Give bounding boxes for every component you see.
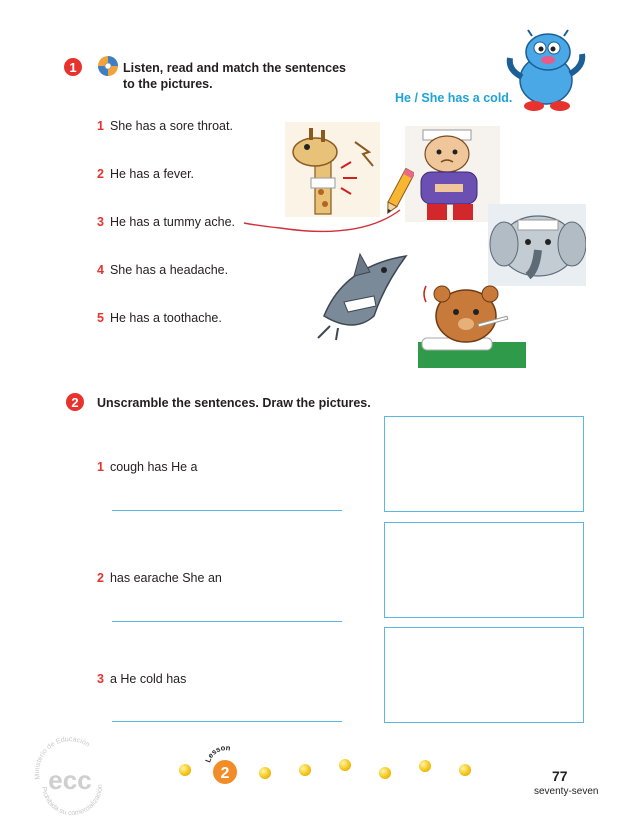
sentence-text: She has a sore throat. — [109, 119, 233, 133]
monster-cold-picture — [498, 22, 593, 114]
item-text: has earache She an — [109, 571, 222, 585]
answer-line-2[interactable] — [112, 621, 342, 622]
instruction-line-2: to the pictures. — [123, 77, 213, 91]
sentence-text: He has a tummy ache. — [109, 215, 236, 229]
drawing-box-1[interactable] — [384, 416, 584, 512]
lesson-badge — [204, 745, 246, 787]
sentence-number: 2 — [97, 167, 104, 181]
audio-cd-icon[interactable] — [97, 55, 119, 77]
scramble-item-3 — [97, 672, 186, 686]
page-number-words: seventy-seven — [534, 786, 599, 797]
item-number: 3 — [97, 672, 104, 686]
exercise-1-badge — [64, 58, 82, 76]
drawing-box-3[interactable] — [384, 627, 584, 723]
example-cold-label: He / She has a cold. — [395, 91, 513, 105]
exercise-1-number: 1 — [69, 59, 77, 75]
exercise-2-number: 2 — [71, 394, 79, 410]
coin-icon — [339, 759, 351, 771]
logo-arc-top-text: Ministerio de Educación — [34, 736, 91, 780]
elephant-picture[interactable] — [488, 204, 586, 286]
answer-line-1[interactable] — [112, 510, 342, 511]
exercise-2-instruction: Unscramble the sentences. Draw the pictures. — [97, 396, 371, 410]
item-number: 1 — [97, 460, 104, 474]
lesson-word: Lesson — [204, 745, 231, 764]
boy-tummy-ache-picture[interactable] — [405, 126, 500, 222]
ministry-logo — [30, 735, 110, 815]
coin-icon — [259, 767, 271, 779]
scramble-item-2 — [97, 571, 222, 585]
item-number: 2 — [97, 571, 104, 585]
drawing-box-2[interactable] — [384, 522, 584, 618]
shark-toothache-picture[interactable] — [314, 246, 416, 342]
exercise-1-instruction — [123, 60, 346, 92]
coin-icon — [459, 764, 471, 776]
item-text: a He cold has — [109, 672, 187, 686]
sentence-number: 3 — [97, 215, 104, 229]
sentence-5 — [97, 311, 222, 325]
match-line — [240, 200, 410, 250]
bear-fever-picture[interactable] — [418, 280, 526, 368]
coin-icon — [299, 764, 311, 776]
sentence-4 — [97, 263, 228, 277]
lesson-number: 2 — [220, 765, 230, 782]
sentence-number: 4 — [97, 263, 104, 277]
scramble-item-1 — [97, 460, 198, 474]
sentence-2 — [97, 167, 194, 181]
coin-icon — [379, 767, 391, 779]
sentence-number: 5 — [97, 311, 104, 325]
coin-icon — [419, 760, 431, 772]
exercise-2-badge — [66, 393, 84, 411]
page-number: 77 — [552, 768, 568, 784]
answer-line-3[interactable] — [112, 721, 342, 722]
sentence-number: 1 — [97, 119, 104, 133]
logo-text: ecc — [48, 765, 92, 795]
coin-icon — [179, 764, 191, 776]
instruction-line-1: Listen, read and match the sentences — [123, 61, 346, 75]
sentence-text: He has a toothache. — [109, 311, 222, 325]
sentence-1 — [97, 119, 233, 133]
item-text: cough has He a — [109, 460, 198, 474]
sentence-text: She has a headache. — [109, 263, 229, 277]
logo-arc-bottom-text: Prohibida su comercialización — [39, 784, 105, 815]
sentence-text: He has a fever. — [109, 167, 195, 181]
sentence-3 — [97, 215, 235, 229]
